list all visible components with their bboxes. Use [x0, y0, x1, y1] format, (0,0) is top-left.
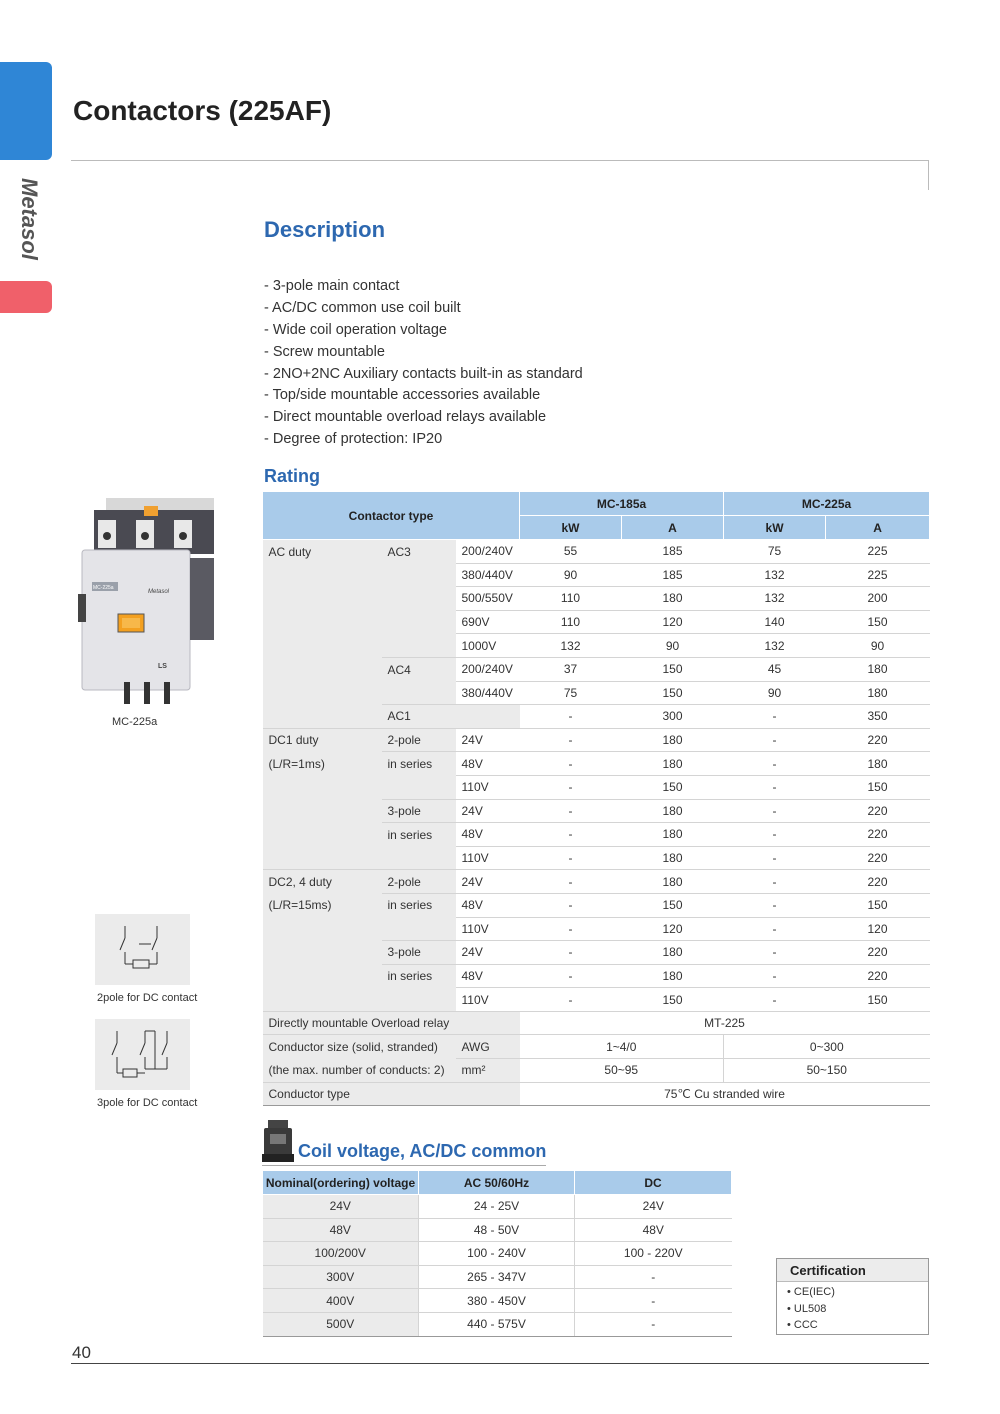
- description-list: [264, 276, 583, 451]
- rating-mc185a-a: 120: [622, 610, 724, 634]
- rating-voltage: 380/440V: [456, 681, 520, 705]
- rating-row: [263, 540, 930, 564]
- rating-mc225a-a: 220: [826, 846, 930, 870]
- rating-mc185a-kw: 110: [520, 610, 622, 634]
- rating-mc185a-a: 120: [622, 917, 724, 941]
- coil-dc: 100 - 220V: [575, 1242, 732, 1266]
- rating-mc225a-a: 220: [826, 964, 930, 988]
- rating-mc185a-a: 150: [622, 657, 724, 681]
- coil-header-nominal: Nominal(ordering) voltage: [263, 1171, 419, 1195]
- rating-mc225a-a: 225: [826, 540, 930, 564]
- rating-mc225a-kw: 45: [724, 657, 826, 681]
- rating-duty: [263, 775, 382, 799]
- rating-mc225a-kw: 132: [724, 587, 826, 611]
- certification-item: • UL508: [787, 1302, 827, 1315]
- conductor-mm2-mc185a: 50~95: [520, 1059, 724, 1083]
- rating-table-body: [263, 540, 930, 1106]
- rating-voltage: 110V: [456, 846, 520, 870]
- rating-mc185a-a: 150: [622, 681, 724, 705]
- rating-mc185a-a: 180: [622, 964, 724, 988]
- rating-mc185a-kw: 75: [520, 681, 622, 705]
- rating-mc225a-kw: -: [724, 846, 826, 870]
- rating-mc185a-a: 180: [622, 752, 724, 776]
- rating-voltage: 24V: [456, 728, 520, 752]
- rating-mc185a-kw: 37: [520, 657, 622, 681]
- coil-row: [263, 1218, 732, 1242]
- rating-mc225a-kw: 75: [724, 540, 826, 564]
- rating-mc225a-kw: -: [724, 728, 826, 752]
- title-divider-end: [928, 160, 929, 190]
- rating-category: in series: [382, 752, 456, 776]
- coil-icon: [262, 1120, 294, 1162]
- rating-mc185a-a: 180: [622, 728, 724, 752]
- rating-mc185a-kw: 132: [520, 634, 622, 658]
- rating-mc225a-kw: -: [724, 870, 826, 894]
- rating-mc225a-kw: -: [724, 941, 826, 965]
- rating-voltage: 110V: [456, 775, 520, 799]
- header-mc225a: MC-225a: [724, 492, 930, 516]
- rating-mc225a-a: 200: [826, 587, 930, 611]
- rating-row: [263, 563, 930, 587]
- rating-mc225a-a: 220: [826, 823, 930, 847]
- overload-relay-label: Directly mountable Overload relay: [263, 1011, 520, 1035]
- rating-mc185a-kw: -: [520, 728, 622, 752]
- rating-mc225a-kw: -: [724, 799, 826, 823]
- rating-voltage: 48V: [456, 823, 520, 847]
- coil-nominal: 400V: [263, 1289, 419, 1313]
- rating-voltage: 690V: [456, 610, 520, 634]
- rating-duty: AC duty: [263, 540, 382, 564]
- rating-mc225a-kw: -: [724, 705, 826, 729]
- rating-mc225a-kw: 90: [724, 681, 826, 705]
- description-heading: Description: [264, 217, 386, 242]
- rating-category: 3-pole: [382, 941, 456, 965]
- coil-header-ac: AC 50/60Hz: [419, 1171, 575, 1195]
- coil-dc: -: [575, 1312, 732, 1336]
- rating-duty: [263, 563, 382, 587]
- rating-duty: [263, 964, 382, 988]
- rating-mc225a-kw: 132: [724, 563, 826, 587]
- rating-row: [263, 657, 930, 681]
- rating-mc185a-kw: -: [520, 893, 622, 917]
- rating-category: [382, 988, 456, 1012]
- coil-voltage-table: [262, 1170, 732, 1337]
- coil-nominal: 100/200V: [263, 1242, 419, 1266]
- rating-mc225a-a: 180: [826, 752, 930, 776]
- rating-mc225a-kw: -: [724, 964, 826, 988]
- rating-duty: [263, 681, 382, 705]
- rating-mc225a-kw: 140: [724, 610, 826, 634]
- coil-ac: 48 - 50V: [419, 1218, 575, 1242]
- rating-mc225a-kw: -: [724, 752, 826, 776]
- conductor-type-value: 75℃ Cu stranded wire: [520, 1082, 930, 1106]
- rating-mc225a-a: 220: [826, 870, 930, 894]
- rating-category: [382, 634, 456, 658]
- rating-voltage: 1000V: [456, 634, 520, 658]
- rating-category: [382, 563, 456, 587]
- coil-row: [263, 1312, 732, 1336]
- description-item: - Wide coil operation voltage: [264, 321, 447, 338]
- rating-duty: (L/R=1ms): [263, 752, 382, 776]
- coil-ac: 265 - 347V: [419, 1265, 575, 1289]
- rating-mc225a-kw: -: [724, 917, 826, 941]
- coil-row: [263, 1242, 732, 1266]
- certification-item: • CCC: [787, 1319, 818, 1331]
- rating-row: [263, 610, 930, 634]
- rating-row: [263, 846, 930, 870]
- rating-duty: [263, 917, 382, 941]
- rating-category: 3-pole: [382, 799, 456, 823]
- rating-mc225a-a: 120: [826, 917, 930, 941]
- rating-mc185a-kw: -: [520, 870, 622, 894]
- rating-voltage: 48V: [456, 752, 520, 776]
- coil-dc: 48V: [575, 1218, 732, 1242]
- rating-duty: [263, 705, 382, 729]
- rating-duty: (L/R=15ms): [263, 893, 382, 917]
- rating-voltage: 24V: [456, 870, 520, 894]
- 3pole-diagram-caption: 3pole for DC contact: [97, 1097, 198, 1109]
- header-mc185a: MC-185a: [520, 492, 724, 516]
- rating-category: [382, 917, 456, 941]
- rating-voltage: [456, 705, 520, 729]
- header-a: A: [826, 516, 930, 540]
- rating-row: [263, 870, 930, 894]
- coil-row: [263, 1265, 732, 1289]
- coil-table-body: [263, 1195, 732, 1337]
- title-divider: [71, 160, 929, 161]
- rating-row: [263, 681, 930, 705]
- rating-mc185a-a: 185: [622, 540, 724, 564]
- rating-mc225a-kw: -: [724, 823, 826, 847]
- rating-voltage: 110V: [456, 917, 520, 941]
- coil-nominal: 500V: [263, 1312, 419, 1336]
- rating-heading: Rating: [264, 466, 320, 486]
- rating-category: in series: [382, 823, 456, 847]
- description-item: - Direct mountable overload relays available: [264, 409, 547, 426]
- rating-row: [263, 941, 930, 965]
- rating-mc185a-kw: -: [520, 752, 622, 776]
- coil-row: [263, 1195, 732, 1219]
- rating-mc185a-kw: -: [520, 705, 622, 729]
- product-label-brand: Metasol: [148, 589, 170, 595]
- product-caption: MC-225a: [112, 716, 158, 728]
- rating-mc185a-kw: -: [520, 988, 622, 1012]
- rating-category: [382, 681, 456, 705]
- rating-category: AC3: [382, 540, 456, 564]
- rating-mc225a-a: 90: [826, 634, 930, 658]
- rating-duty: [263, 657, 382, 681]
- rating-mc225a-kw: -: [724, 893, 826, 917]
- 2pole-diagram-caption: 2pole for DC contact: [97, 992, 198, 1004]
- rating-duty: [263, 988, 382, 1012]
- description-item: - Screw mountable: [264, 343, 385, 360]
- rating-mc225a-a: 220: [826, 799, 930, 823]
- rating-mc185a-a: 180: [622, 587, 724, 611]
- header-a: A: [622, 516, 724, 540]
- footer-divider: [71, 1363, 929, 1364]
- description-item: - 2NO+2NC Auxiliary contacts built-in as standard: [264, 365, 583, 382]
- rating-mc185a-a: 180: [622, 941, 724, 965]
- description-item: - Top/side mountable accessories available: [264, 387, 541, 404]
- rating-row: [263, 823, 930, 847]
- page-title: Contactors (225AF): [73, 95, 332, 126]
- rating-row: [263, 587, 930, 611]
- rating-mc185a-kw: 90: [520, 563, 622, 587]
- rating-row: [263, 917, 930, 941]
- rating-duty: [263, 941, 382, 965]
- rating-mc185a-a: 180: [622, 846, 724, 870]
- certification-heading: Certification: [777, 1259, 928, 1282]
- rating-mc225a-kw: 132: [724, 634, 826, 658]
- rating-mc185a-kw: -: [520, 775, 622, 799]
- rating-voltage: 48V: [456, 893, 520, 917]
- rating-category: 2-pole: [382, 870, 456, 894]
- rating-row: [263, 964, 930, 988]
- rating-mc185a-a: 185: [622, 563, 724, 587]
- rating-voltage: 380/440V: [456, 563, 520, 587]
- rating-category: [382, 846, 456, 870]
- product-label-logo: LS: [158, 663, 167, 670]
- header-kw: kW: [724, 516, 826, 540]
- rating-duty: DC1 duty: [263, 728, 382, 752]
- rating-duty: [263, 610, 382, 634]
- rating-category: 2-pole: [382, 728, 456, 752]
- side-tab-blue: [0, 62, 52, 160]
- rating-row: [263, 752, 930, 776]
- rating-voltage: 200/240V: [456, 540, 520, 564]
- rating-mc185a-kw: 55: [520, 540, 622, 564]
- rating-duty: [263, 587, 382, 611]
- rating-mc185a-a: 150: [622, 775, 724, 799]
- rating-row: [263, 728, 930, 752]
- rating-mc185a-kw: -: [520, 846, 622, 870]
- rating-mc225a-a: 180: [826, 657, 930, 681]
- rating-mc225a-kw: -: [724, 988, 826, 1012]
- rating-duty: [263, 846, 382, 870]
- rating-row: [263, 775, 930, 799]
- 2pole-dc-contact-diagram: [95, 914, 190, 985]
- coil-nominal: 300V: [263, 1265, 419, 1289]
- rating-mc185a-a: 300: [622, 705, 724, 729]
- coil-voltage-heading: Coil voltage, AC/DC common: [298, 1141, 547, 1161]
- rating-mc185a-a: 90: [622, 634, 724, 658]
- rating-row: [263, 705, 930, 729]
- coil-header-dc: DC: [575, 1171, 732, 1195]
- rating-category: [382, 587, 456, 611]
- rating-voltage: 200/240V: [456, 657, 520, 681]
- rating-mc225a-a: 150: [826, 988, 930, 1012]
- certification-box: [776, 1258, 929, 1335]
- rating-mc225a-a: 220: [826, 728, 930, 752]
- conductor-size-unit-awg: AWG: [456, 1035, 520, 1059]
- rating-voltage: 24V: [456, 941, 520, 965]
- rating-mc185a-a: 180: [622, 870, 724, 894]
- coil-ac: 380 - 450V: [419, 1289, 575, 1313]
- conductor-max-label: (the max. number of conducts: 2): [263, 1059, 456, 1083]
- rating-mc185a-kw: -: [520, 917, 622, 941]
- rating-mc185a-a: 180: [622, 823, 724, 847]
- conductor-awg-mc225a: 0~300: [724, 1035, 930, 1059]
- conductor-size-label: Conductor size (solid, stranded): [263, 1035, 456, 1059]
- rating-mc225a-a: 180: [826, 681, 930, 705]
- rating-duty: DC2, 4 duty: [263, 870, 382, 894]
- rating-mc225a-a: 150: [826, 610, 930, 634]
- conductor-type-label: Conductor type: [263, 1082, 520, 1106]
- rating-row: [263, 799, 930, 823]
- rating-category: [382, 610, 456, 634]
- rating-row: [263, 988, 930, 1012]
- rating-category: [382, 775, 456, 799]
- coil-dc: -: [575, 1265, 732, 1289]
- rating-mc225a-a: 350: [826, 705, 930, 729]
- rating-mc225a-a: 150: [826, 893, 930, 917]
- header-kw: kW: [520, 516, 622, 540]
- conductor-mm2-mc225a: 50~150: [724, 1059, 930, 1083]
- coil-ac: 440 - 575V: [419, 1312, 575, 1336]
- rating-category: in series: [382, 893, 456, 917]
- rating-mc225a-a: 150: [826, 775, 930, 799]
- overload-relay-value: MT-225: [520, 1011, 930, 1035]
- description-item: - AC/DC common use coil built: [264, 299, 461, 316]
- product-label-model: MC-225a: [93, 585, 114, 591]
- rating-voltage: 24V: [456, 799, 520, 823]
- rating-duty: [263, 799, 382, 823]
- rating-mc225a-a: 225: [826, 563, 930, 587]
- conductor-awg-mc185a: 1~4/0: [520, 1035, 724, 1059]
- rating-mc225a-kw: -: [724, 775, 826, 799]
- side-brand-label: Metasol: [17, 178, 42, 260]
- rating-mc185a-kw: -: [520, 823, 622, 847]
- rating-mc185a-a: 180: [622, 799, 724, 823]
- conductor-size-unit-mm2: mm²: [456, 1059, 520, 1083]
- rating-mc185a-kw: -: [520, 964, 622, 988]
- description-item: - 3-pole main contact: [264, 278, 400, 294]
- rating-mc185a-kw: -: [520, 799, 622, 823]
- page-number: 40: [72, 1343, 91, 1362]
- coil-ac: 100 - 240V: [419, 1242, 575, 1266]
- description-item: - Degree of protection: IP20: [264, 431, 443, 448]
- certification-list: [777, 1284, 928, 1334]
- rating-row: [263, 893, 930, 917]
- coil-nominal: 24V: [263, 1195, 419, 1219]
- rating-duty: [263, 634, 382, 658]
- rating-mc225a-a: 220: [826, 941, 930, 965]
- rating-mc185a-kw: 110: [520, 587, 622, 611]
- coil-ac: 24 - 25V: [419, 1195, 575, 1219]
- rating-voltage: 48V: [456, 964, 520, 988]
- rating-category: AC4: [382, 657, 456, 681]
- coil-dc: 24V: [575, 1195, 732, 1219]
- rating-duty: [263, 823, 382, 847]
- rating-table: [262, 491, 930, 1106]
- side-tab-red: [0, 281, 52, 313]
- rating-mc185a-kw: -: [520, 941, 622, 965]
- rating-row: [263, 634, 930, 658]
- rating-mc185a-a: 150: [622, 893, 724, 917]
- rating-mc185a-a: 150: [622, 988, 724, 1012]
- rating-category: AC1: [382, 705, 456, 729]
- coil-heading-underline: [262, 1165, 546, 1166]
- coil-dc: -: [575, 1289, 732, 1313]
- contactor-product-image: [78, 498, 218, 706]
- coil-row: [263, 1289, 732, 1313]
- header-contactor-type: Contactor type: [263, 492, 520, 540]
- rating-voltage: 110V: [456, 988, 520, 1012]
- coil-nominal: 48V: [263, 1218, 419, 1242]
- certification-item: • CE(IEC): [787, 1286, 835, 1298]
- rating-voltage: 500/550V: [456, 587, 520, 611]
- 3pole-dc-contact-diagram: [95, 1019, 190, 1090]
- rating-category: in series: [382, 964, 456, 988]
